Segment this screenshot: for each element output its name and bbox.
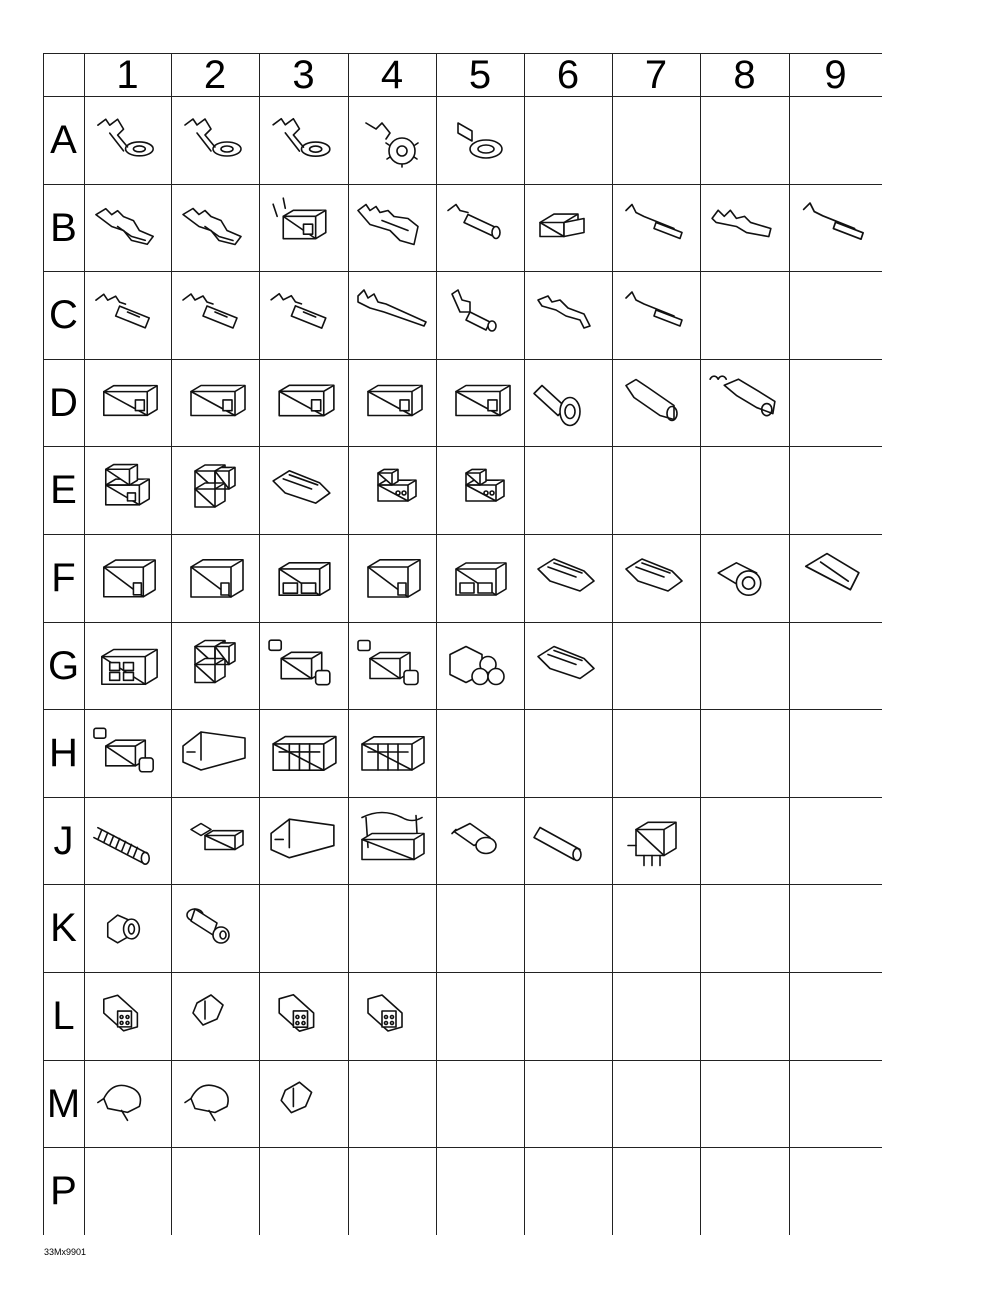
box-terminal-icon bbox=[263, 189, 344, 266]
insulated-flag-receptacle-icon bbox=[528, 189, 608, 266]
row-header-F: F bbox=[51, 556, 76, 600]
connector-with-seal-icon bbox=[352, 627, 432, 704]
sealed-connector-icon bbox=[263, 451, 344, 529]
ring-terminal-icon bbox=[88, 101, 167, 179]
round-sealed-connector-icon bbox=[440, 627, 520, 704]
column-header-3: 3 bbox=[292, 52, 315, 97]
bullet-receptacle-icon bbox=[440, 189, 520, 266]
flat-connector-icon bbox=[263, 802, 344, 879]
row-header-L: L bbox=[52, 994, 75, 1038]
male-blade-icon bbox=[175, 276, 255, 354]
clip-icon bbox=[263, 1065, 344, 1142]
row-header-P: P bbox=[50, 1169, 77, 1213]
connector-1way-icon bbox=[88, 364, 167, 441]
connector-2x2-icon bbox=[175, 627, 255, 704]
connector-3way-icon bbox=[263, 539, 344, 617]
row-header-H: H bbox=[49, 731, 78, 775]
connector-index-grid bbox=[43, 53, 882, 1235]
male-blade-icon bbox=[88, 276, 167, 354]
row-header-J: J bbox=[53, 818, 74, 863]
row-header-B: B bbox=[50, 205, 77, 250]
connector-1way-icon bbox=[352, 364, 432, 441]
female-spade-icon bbox=[88, 189, 167, 266]
cap-connector-icon bbox=[704, 539, 785, 617]
grommet-icon bbox=[88, 889, 167, 967]
spring-connector-icon bbox=[704, 364, 785, 441]
connector-2pin-icon bbox=[440, 451, 520, 529]
connector-housing-icon bbox=[175, 539, 255, 617]
female-spade-icon bbox=[175, 189, 255, 266]
fuse-connector-icon bbox=[175, 802, 255, 879]
flat-connector-icon bbox=[175, 714, 255, 792]
male-blade-icon bbox=[263, 276, 344, 354]
clamp-icon bbox=[88, 1065, 167, 1142]
figure-code: 33Mx9901 bbox=[44, 1247, 87, 1257]
bulb-socket-icon bbox=[440, 802, 520, 879]
wedge-lock-icon bbox=[88, 977, 167, 1055]
connector-with-seal-icon bbox=[263, 627, 344, 704]
long-receptacle-icon bbox=[352, 189, 432, 266]
conduit-icon bbox=[88, 802, 167, 879]
row-header-A: A bbox=[50, 118, 77, 162]
ring-terminal-icon bbox=[175, 101, 255, 179]
column-header-5: 5 bbox=[468, 52, 492, 97]
connector-housing-icon bbox=[88, 539, 167, 617]
crimp-terminal-icon bbox=[704, 189, 785, 266]
wedge-lock-icon bbox=[263, 977, 344, 1055]
connector-2x3-icon bbox=[88, 627, 167, 704]
connector-multipin-icon bbox=[263, 714, 344, 792]
receptacle-housing-icon bbox=[616, 364, 696, 441]
column-header-4: 4 bbox=[380, 52, 404, 97]
connector-stack-icon bbox=[88, 451, 167, 529]
long-male-blade-icon bbox=[352, 276, 432, 354]
column-header-6: 6 bbox=[556, 52, 580, 97]
row-header-E: E bbox=[50, 468, 77, 512]
pin-terminal-icon bbox=[616, 276, 696, 354]
sealed-connector-icon bbox=[528, 539, 608, 617]
clip-icon bbox=[175, 977, 255, 1055]
connector-3way-icon bbox=[440, 539, 520, 617]
connector-multipin-icon bbox=[352, 714, 432, 792]
pin-terminal-icon bbox=[616, 189, 696, 266]
column-header-2: 2 bbox=[203, 52, 227, 97]
row-header-D: D bbox=[49, 380, 78, 425]
connector-1way-icon bbox=[440, 364, 520, 441]
bullet-terminal-icon bbox=[440, 276, 520, 354]
clamp-icon bbox=[175, 1065, 255, 1142]
column-header-9: 9 bbox=[824, 52, 847, 97]
sleeve-icon bbox=[528, 802, 608, 879]
insulated-ring-terminal-icon bbox=[440, 101, 520, 179]
row-header-K: K bbox=[50, 906, 77, 950]
row-header-M: M bbox=[46, 1081, 81, 1126]
boot-connector-icon bbox=[793, 539, 878, 617]
round-connector-icon bbox=[528, 364, 608, 441]
connector-2pin-icon bbox=[352, 451, 432, 529]
sealed-connector-icon bbox=[616, 539, 696, 617]
star-ring-terminal-icon bbox=[352, 101, 432, 179]
ring-terminal-icon bbox=[263, 101, 344, 179]
crimp-pin-icon bbox=[528, 276, 608, 354]
relay-icon bbox=[616, 802, 696, 879]
column-header-1: 1 bbox=[116, 52, 139, 97]
column-header-8: 8 bbox=[733, 52, 756, 97]
row-header-C: C bbox=[49, 293, 78, 337]
column-header-7: 7 bbox=[644, 52, 668, 97]
pin-terminal-icon bbox=[793, 189, 878, 266]
connector-2x2-icon bbox=[175, 451, 255, 529]
connector-housing-icon bbox=[352, 539, 432, 617]
plug-icon bbox=[175, 889, 255, 967]
sealed-connector-icon bbox=[528, 627, 608, 704]
connector-1way-icon bbox=[175, 364, 255, 441]
wedge-lock-icon bbox=[352, 977, 432, 1055]
connector-with-seal-icon bbox=[88, 714, 167, 792]
connector-1way-icon bbox=[263, 364, 344, 441]
wire-connector-icon bbox=[352, 802, 432, 879]
row-header-G: G bbox=[47, 643, 80, 688]
